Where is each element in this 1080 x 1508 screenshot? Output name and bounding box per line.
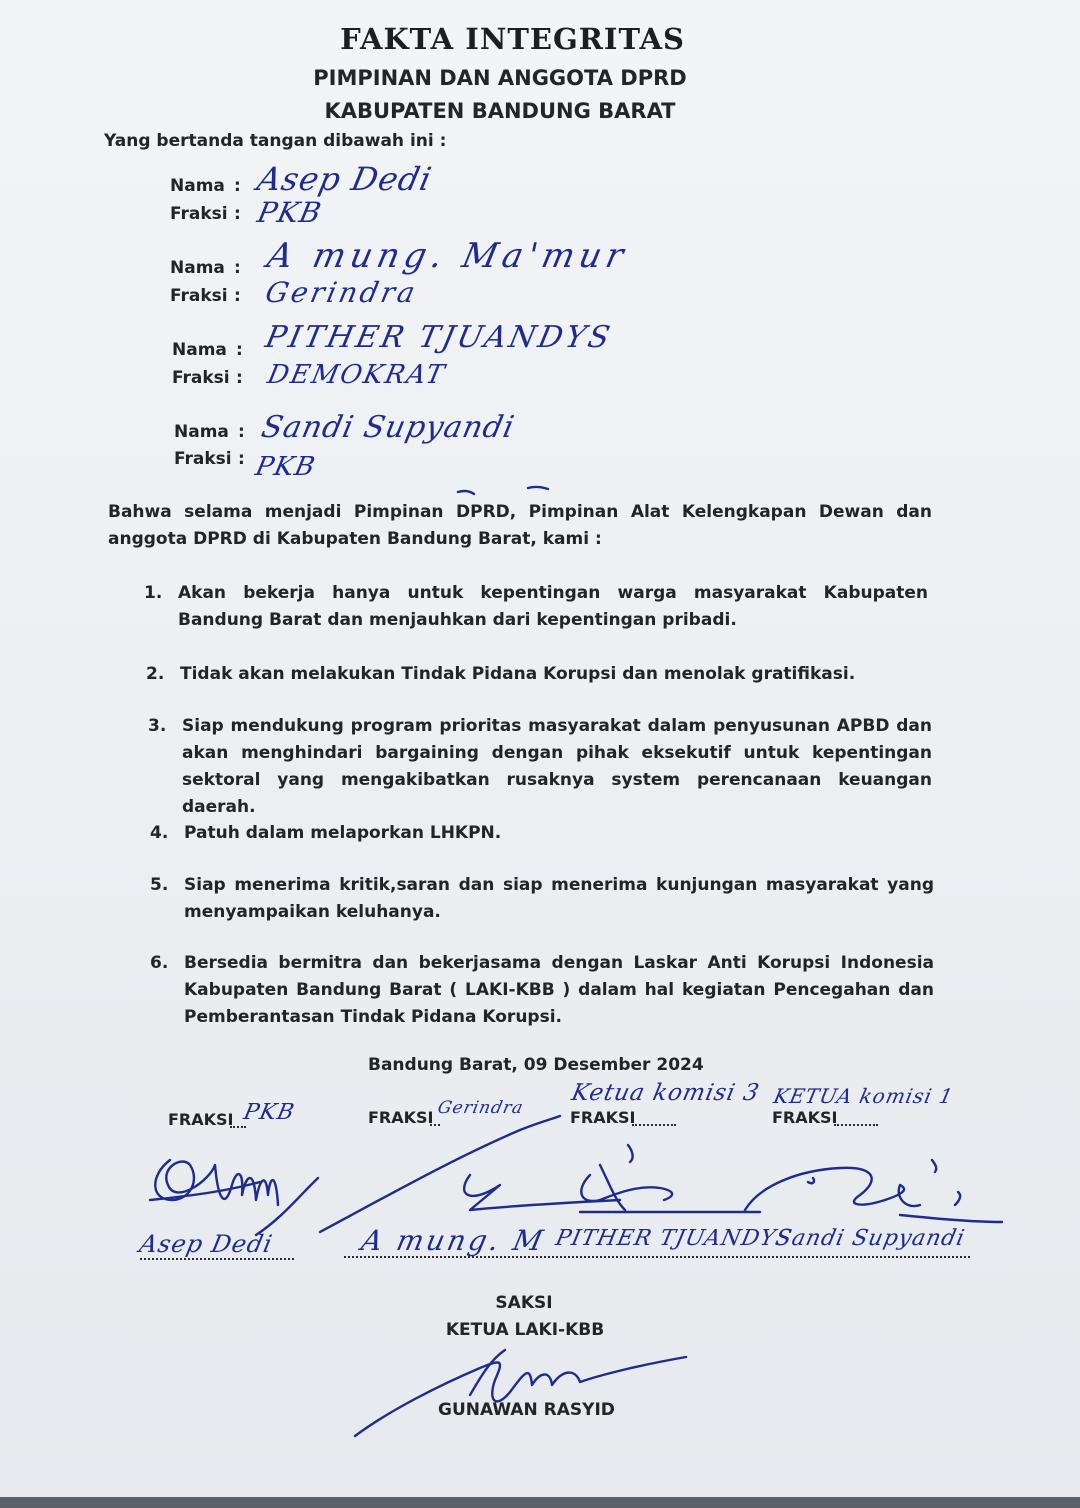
nama-label: Nama bbox=[172, 340, 227, 360]
list-item-number: 3. bbox=[148, 716, 167, 736]
signature-name-hw-3: PITHER TJUANDYS bbox=[553, 1226, 795, 1251]
document-subtitle-line-2: KABUPATEN BANDUNG BARAT bbox=[324, 99, 676, 123]
handwritten-name-1: Asep Dedi bbox=[253, 160, 436, 198]
intro-text: Yang bertanda tangan dibawah ini : bbox=[104, 131, 447, 151]
list-item-text: Patuh dalam melaporkan LHKPN. bbox=[184, 823, 502, 843]
colon: : bbox=[234, 204, 241, 224]
list-item-text: Akan bekerja hanya untuk kepentingan warga masyarakat Kabupaten Bandung Barat dan menjauhkan dari kepentingan pribadi. bbox=[178, 583, 928, 630]
colon: : bbox=[236, 340, 243, 360]
place-date: Bandung Barat, 09 Desember 2024 bbox=[368, 1055, 704, 1075]
witness-label: SAKSI bbox=[495, 1293, 553, 1313]
signature-gunawan bbox=[355, 1350, 686, 1436]
colon: : bbox=[238, 422, 245, 442]
signature-name-hw-4: Sandi Supyandi bbox=[773, 1226, 968, 1251]
dotted-line bbox=[556, 1256, 746, 1258]
colon: : bbox=[236, 368, 243, 388]
witness-role: KETUA LAKI-KBB bbox=[445, 1320, 605, 1340]
dotted-line bbox=[230, 1126, 246, 1128]
list-item-number: 1. bbox=[144, 583, 163, 603]
list-item-number: 4. bbox=[150, 823, 169, 843]
list-item-text: Siap mendukung program prioritas masyarakat dalam penyusunan APBD dan akan menghindari bargaining dengan pihak eksekutif untuk kepentingan sektoral yang mengakibatkan rusaknya system perencanaan keuangan daerah. bbox=[182, 716, 932, 817]
handwritten-name-4: Sandi Supyandi bbox=[258, 410, 518, 445]
document-subtitle-line-1: PIMPINAN DAN ANGGOTA DPRD bbox=[313, 66, 687, 90]
signature-name-hw-2: A mung. M bbox=[358, 1224, 549, 1257]
signature-pither bbox=[580, 1145, 760, 1212]
handwritten-fraksi-4: PKB bbox=[252, 452, 319, 482]
signature-note-hw-3: Ketua komisi 3 bbox=[569, 1080, 763, 1106]
nama-label: Nama bbox=[170, 176, 225, 196]
signature-fraksi-label-3: FRAKSI bbox=[570, 1108, 636, 1127]
colon: : bbox=[238, 449, 245, 469]
signature-fraksi-hw-2: Gerindra bbox=[435, 1098, 526, 1118]
signature-fraksi-label-2: FRAKSI bbox=[368, 1108, 434, 1127]
statement-paragraph: Bahwa selama menjadi Pimpinan DPRD, Pimpinan Alat Kelengkapan Dewan dan anggota DPRD di Kabupaten Bandung Barat, kami : bbox=[108, 502, 932, 549]
list-item-number: 6. bbox=[150, 953, 169, 973]
signature-fraksi-hw-1: PKB bbox=[241, 1100, 298, 1125]
fraksi-label: Fraksi bbox=[170, 204, 228, 224]
signature-sandi bbox=[745, 1160, 1002, 1222]
dotted-line bbox=[748, 1256, 970, 1258]
dotted-line bbox=[632, 1124, 676, 1126]
fraksi-label: Fraksi bbox=[170, 286, 228, 306]
handwritten-name-2: A mung. Ma'mur bbox=[263, 236, 632, 276]
nama-label: Nama bbox=[174, 422, 229, 442]
handwritten-fraksi-2: Gerindra bbox=[262, 276, 421, 309]
signature-name-hw-1: Asep Dedi bbox=[137, 1230, 276, 1258]
nama-label: Nama bbox=[170, 258, 225, 278]
dotted-line bbox=[140, 1258, 294, 1260]
list-item-text: Siap menerima kritik,saran dan siap menerima kunjungan masyarakat yang menyampaikan keluhanya. bbox=[184, 875, 934, 922]
handwritten-name-3: PITHER TJUANDYS bbox=[262, 320, 616, 355]
document-title: FAKTA INTEGRITAS bbox=[340, 22, 685, 56]
list-item-text: Tidak akan melakukan Tindak Pidana Korupsi dan menolak gratifikasi. bbox=[180, 664, 856, 684]
list-item-text: Bersedia bermitra dan bekerjasama dengan Laskar Anti Korupsi Indonesia Kabupaten Bandung Barat ( LAKI-KBB ) dalam hal kegiatan Pencegahan dan Pemberantasan Tindak Pidana Korupsi. bbox=[184, 953, 934, 1027]
handwritten-fraksi-3: DEMOKRAT bbox=[264, 360, 449, 390]
signature-fraksi-label-4: FRAKSI bbox=[772, 1108, 838, 1127]
handwritten-fraksi-1: PKB bbox=[254, 196, 325, 229]
dotted-line bbox=[430, 1124, 440, 1126]
list-item-number: 2. bbox=[146, 664, 165, 684]
ink-mark bbox=[458, 487, 548, 494]
colon: : bbox=[234, 176, 241, 196]
colon: : bbox=[234, 286, 241, 306]
signature-note-hw-4: KETUA komisi 1 bbox=[771, 1084, 956, 1108]
list-item-number: 5. bbox=[150, 875, 169, 895]
colon: : bbox=[234, 258, 241, 278]
signature-fraksi-label-1: FRAKSI bbox=[168, 1110, 234, 1129]
dotted-line bbox=[344, 1256, 558, 1258]
signature-amung bbox=[320, 1116, 620, 1232]
signature-asep-dedi bbox=[150, 1160, 318, 1235]
witness-name: GUNAWAN RASYID bbox=[438, 1400, 615, 1420]
fraksi-label: Fraksi bbox=[174, 449, 232, 469]
bottom-edge bbox=[0, 1497, 1080, 1508]
dotted-line bbox=[834, 1124, 878, 1126]
fraksi-label: Fraksi bbox=[172, 368, 230, 388]
